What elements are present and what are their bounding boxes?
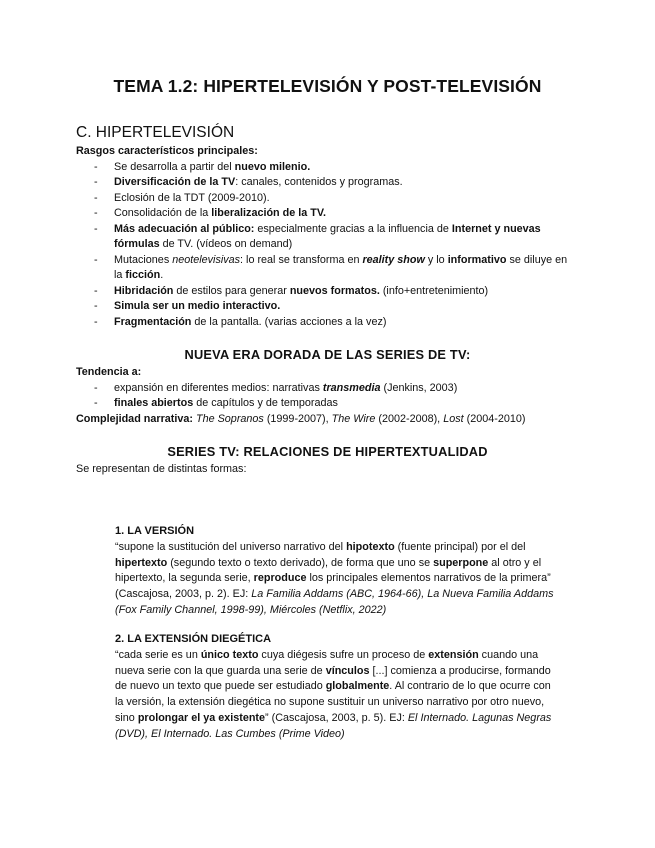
tendencia-label: Tendencia a:: [76, 366, 142, 378]
list-item: - finales abiertos de capítulos y de temporadas: [76, 396, 586, 412]
section-heading-hipertelevision: C. HIPERTELEVISIÓN: [76, 124, 235, 141]
extension-heading: 2. LA EXTENSIÓN DIEGÉTICA: [115, 633, 272, 645]
list-item: - expansión en diferentes medios: narrativas transmedia (Jenkins, 2003): [76, 381, 586, 397]
list-item: - Diversificación de la TV: canales, contenidos y programas.: [76, 175, 576, 191]
tendencia-list: [76, 381, 586, 412]
list-item: - Hibridación de estilos para generar nuevos formatos. (info+entretenimiento): [76, 284, 576, 300]
list-item: - Consolidación de la liberalización de la TV.: [76, 206, 576, 222]
extension-block: [115, 632, 555, 743]
list-item: - Más adecuación al público: especialmente gracias a la influencia de Internet y nuevas fórmulas de TV. (vídeos on demand): [76, 222, 576, 253]
list-item: - Fragmentación de la pantalla. (varias acciones a la vez): [76, 315, 576, 331]
list-item: - Eclosión de la TDT (2009-2010).: [76, 191, 576, 207]
hipertextualidad-heading: SERIES TV: RELACIONES DE HIPERTEXTUALIDAD: [167, 444, 488, 459]
list-item: - Mutaciones neotelevisivas: lo real se transforma en reality show y lo informativo se diluye en la ficción.: [76, 253, 576, 284]
list-item: - Simula ser un medio interactivo.: [76, 299, 576, 315]
extension-examples: El Internado. Lagunas Negras (DVD), El Internado. Las Cumbes (Prime Video): [115, 711, 552, 740]
rasgos-label: Rasgos característicos principales:: [76, 145, 258, 157]
hipertextualidad-intro: Se representan de distintas formas:: [76, 463, 247, 475]
page-title: TEMA 1.2: HIPERTELEVISIÓN Y POST-TELEVISIÓN: [113, 76, 542, 96]
rasgos-block: [76, 144, 576, 330]
version-examples: La Familia Addams (ABC, 1964-66), La Nueva Familia Addams (Fox Family Channel, 1998-99), Miércoles (Netflix, 2022): [115, 588, 554, 616]
complejidad-line: Complejidad narrativa: The Sopranos (1999-2007), The Wire (2002-2008), Lost (2004-2010): [76, 412, 526, 425]
rasgos-list: [76, 160, 576, 331]
era-dorada-block: [76, 365, 586, 427]
version-text: “supone la sustitución del universo narrativo del hipotexto (fuente principal) por el del hipertexto (segundo texto o texto derivado), de forma que uno se superpone al otro y el hipertexto, la segunda serie, reproduce los principales elementos narrativos de la primera” (Cascajosa, 2003, p. 2). EJ: La Familia Addams (ABC, 1964-66), La Nueva Familia Addams (Fox Family Channel, 1998-99), Miércoles (Netflix, 2022): [115, 540, 554, 616]
version-block: [115, 524, 555, 619]
era-dorada-heading: NUEVA ERA DORADA DE LAS SERIES DE TV:: [184, 347, 471, 362]
list-item: - Se desarrolla a partir del nuevo milenio.: [76, 160, 576, 176]
extension-text: “cada serie es un único texto cuya diégesis sufre un proceso de extensión cuando una nueva serie con la que guarda una serie de vínculos [...] comienza a producirse, formando de nuevo un texto que puede ser estudiado globalmente. Al contrario de lo que ocurre con la versión, la extensión diegética no supone sustituir un universo narrativo por otro nuevo, sino prolongar el ya existente” (Cascajosa, 2003, p. 5). EJ: El Internado. Lagunas Negras (DVD), El Internado. Las Cumbes (Prime Video): [115, 648, 552, 740]
version-heading: 1. LA VERSIÓN: [115, 525, 195, 537]
